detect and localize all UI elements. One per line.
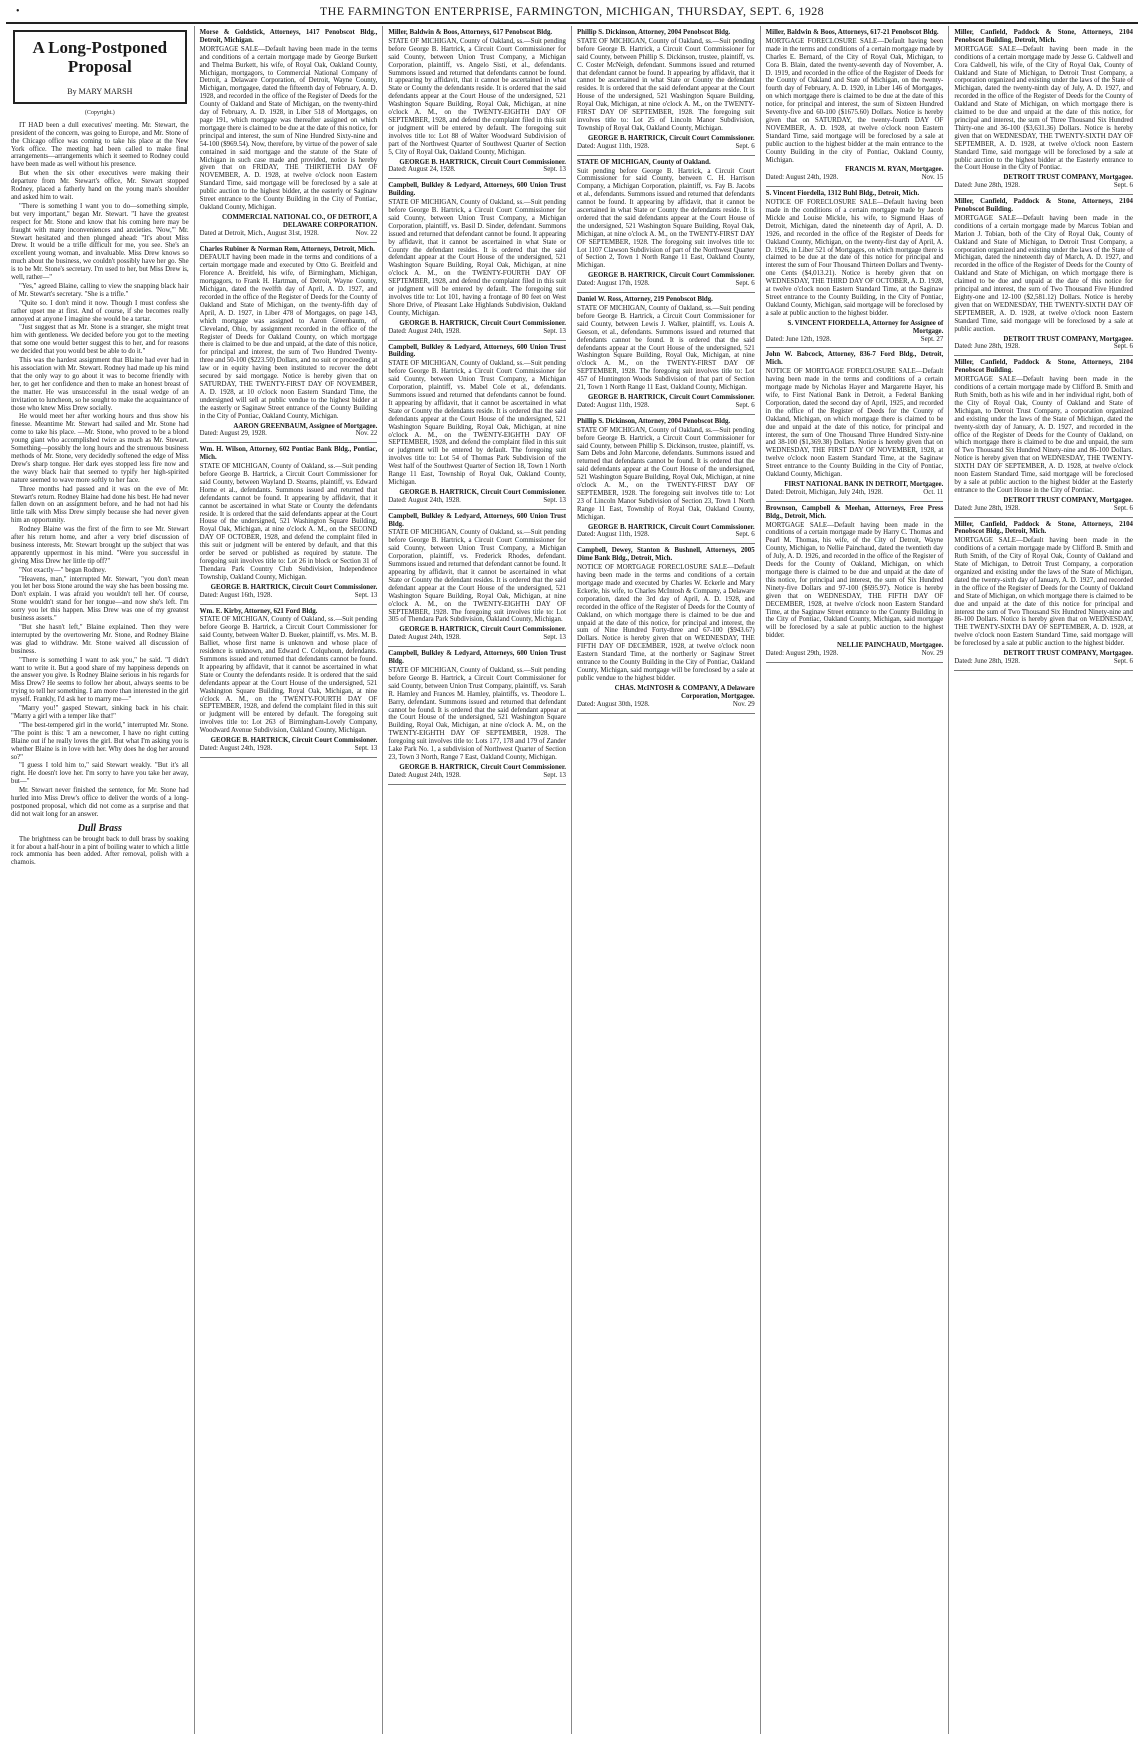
notice-signature: GEORGE B. HARTRICK, Circuit Court Commissioner. — [587, 272, 755, 280]
column-5 — [761, 26, 950, 1734]
legal-notice — [577, 544, 755, 713]
notice-header: John W. Babcock, Attorney, 836-7 Ford Bldg., Detroit, Mich. — [765, 351, 944, 367]
notice-date: Dated at Detroit, Mich., August 31st, 1928. — [199, 229, 319, 237]
story-paragraph: Rodney Blaine was the first of the firm to see Mr. Stewart after his return home, and after a very brief discussion of business interests, Mr. Stewart brought up the subject that was apparently uppermost in his mind. "Were you successful in giving Miss Drew her little tip off?" — [11, 526, 189, 565]
notice-run-date: Nov. 15 — [921, 174, 944, 182]
notice-date: Dated: August 11th, 1928. — [577, 531, 650, 539]
notice-date: Dated: August 24th, 1928. — [199, 744, 273, 752]
legal-notice — [766, 348, 944, 501]
story-headline-box — [13, 30, 187, 104]
filler-paragraph: The brightness can be brought back to dull brass by soaking it for about a half-hour in a pint of boiling water to which a little rock ammonia has been added. After removal, polish with a chamois. — [11, 835, 189, 867]
notice-header: Miller, Canfield, Paddock & Stone, Attorneys, 2104 Penobscot Building. — [954, 359, 1133, 375]
notice-footer — [577, 280, 755, 288]
notice-date: Dated: August 16th, 1928. — [199, 591, 273, 599]
notice-run-date: Nov. 22 — [355, 430, 378, 438]
notice-run-date: Sept. 13 — [543, 771, 566, 779]
legal-notice — [766, 26, 944, 187]
notice-header: Charles Rubiner & Norman Rem, Attorneys, Detroit, Mich. — [199, 245, 375, 253]
column-1 — [6, 26, 195, 1734]
notice-date: Dated: August 24, 1928. — [388, 166, 456, 174]
column-2 — [195, 26, 384, 1734]
column-3 — [383, 26, 572, 1734]
notice-header: S. Vincent Fiordella, 1312 Buhl Bldg., Detroit, Mich. — [765, 190, 920, 198]
notice-run-date: Sept. 6 — [735, 280, 755, 288]
notice-signature: GEORGE B. HARTRICK, Circuit Court Commissioner. — [210, 737, 378, 745]
notice-footer — [200, 592, 378, 600]
notice-header: Campbell, Bulkley & Ledyard, Attorneys, 600 Union Trust Building. — [388, 182, 566, 198]
notice-body: STATE OF MICHIGAN, County of Oakland, ss.—Suit pending before George B. Hartrick, a Circuit Court Commissioner for said County, between Union Trust Company, plaintiff, vs. Sarah R. Hamley and Frances M. Hamley, plaintiffs, vs. Theodore L. Barry, defendant. Summons issued and returned that defendant cannot be found. It is ordered that the said defendant appear at the Court House of the undersigned, 521 Washington Square Building, Royal Oak, Michigan, at nine o'clock A. M., on the TWENTY-EIGHTH DAY OF SEPTEMBER, 1928. The foregoing suit involves title to: Lots 177, 178 and 179 of Zander Lake Park No. 1, a subdivision of Northwest Quarter of Section 23, Town 3 North, Range 7 East, Oakland County, Michigan. — [388, 666, 566, 761]
story-body — [11, 122, 189, 819]
notice-signature: FRANCIS M. RYAN, Mortgagee. — [845, 166, 944, 174]
notice-signature: DETROIT TRUST COMPANY, Mortgagee. — [1003, 650, 1133, 658]
story-paragraph: "Marry you!" gasped Stewart, sinking back in his chair. "Marry a girl with a temper like that!" — [11, 705, 189, 720]
story-copyright: (Copyright.) — [84, 109, 115, 116]
notice-footer — [954, 343, 1133, 351]
legal-notice — [388, 510, 566, 648]
notice-date: Dated: June 12th, 1928. — [765, 335, 832, 343]
story-paragraph: "Quite so. I don't mind it now. Though I must confess she rather upset me at first. And of course, if she becomes really annoyed at anyone I imagine she would be a tartar. — [11, 299, 189, 323]
notice-header: Campbell, Bulkley & Ledyard, Attorneys, 600 Union Trust Bldg. — [388, 650, 566, 666]
column-6 — [949, 26, 1138, 1734]
notice-header: Miller, Canfield, Paddock & Stone, Attorneys, 2104 Penobscot Building, Detroit, Mich. — [954, 29, 1133, 44]
notice-body: STATE OF MICHIGAN, County of Oakland, ss.—Suit pending before George B. Hartrick, a Circuit Court Commissioner for said County, between Walter D. Bueker, plaintiff, vs. Mrs. M. B. Balliet, whose first name is unknown and whose place of residence is unknown, and Edward C. Colquhoun, defendants. Summons issued and returned that defendants cannot be found. It appearing by affidavit, that it cannot be ascertained in what State or County the defendants reside. It is ordered that the said defendants appear at the Court House of the undersigned, 521 Washington Square Building, Royal Oak, Michigan, at nine o'clock A. M., on the TWENTY-FOURTH DAY OF SEPTEMBER, 1928, and defend the complaint filed in this suit or judgment will be entered by default. The foregoing suit involves title to: Lot 263 of Birmingham-Lovely Company, Woodward Avenue Subdivision, Oakland County, Michigan. — [199, 616, 378, 735]
notice-signature: DETROIT TRUST COMPANY, Mortgagee. — [1003, 335, 1133, 343]
notice-body: STATE OF MICHIGAN, County of Oakland, ss.—Suit pending before George B. Hartrick, a Circuit Court Commissioner for said County, between Phillip S. Dickinson, trustee, plaintiff, vs. C. Coster McNeigh, defendant. Summons issued and returned that defendant cannot be found. It appearing by affidavit, that it cannot be ascertained in what State or County the defendant resides. It is ordered that the said defendant appear at the Court House of the undersigned, 521 Washington Square Building, Royal Oak, Michigan, at nine o'clock A. M., on the TWENTY-FIRST DAY OF SEPTEMBER, 1928. The foregoing suit involves title to: Lot 25 of Lincoln Manor Subdivision, Township of Royal Oak, Oakland County, Michigan. — [577, 37, 755, 132]
notice-header: Brownson, Campbell & Meehan, Attorneys, Free Press Bldg., Detroit, Mich. — [765, 504, 944, 520]
story-paragraph: "There is something I want to ask you," he said. "I didn't want to write it. But a good share of my happiness depends on the answer you give. Is Rodney Blaine serious in his regards for Miss Drew? He seems to follow her about, always seems to be trying to tell her something. I am more than interested in the girl myself. Frankly, I'd ask her to marry me—" — [11, 656, 189, 704]
notice-header: Morse & Goldstick, Attorneys, 1417 Penobscot Bldg., Detroit, Michigan. — [199, 29, 378, 44]
notice-body: MORTGAGE SALE—Default having been made in the conditions of a certain mortgage made by Jesse G. Caldwell and Cora Caldwell, his wife, of the City of Royal Oak, County of Oakland and State of Michigan, to Detroit Trust Company, a corporation organized and existing under the laws of the State of Michigan, dated the twenty-ninth day of July, A. D. 1927, and recorded in the office of the Register of Deeds for the County of Oakland and State of Michigan, on which mortgage there is claimed to be due and unpaid at the date of this notice, for principal and interest, the sum of Three Thousand Six Hundred Thirty-one and 36-100 ($3,631.36) Dollars. Notice is hereby given that on WEDNESDAY, THE TWENTY-SIXTH DAY OF SEPTEMBER, A. D. 1928, at twelve o'clock noon Eastern Standard Time, said mortgage will be foreclosed by a sale at public auction to the highest bidder at the Easterly entrance to the Court House in the City of Pontiac. — [954, 45, 1133, 172]
story-paragraph: "Not exactly—" began Rodney. — [19, 566, 107, 574]
notice-date: Dated: June 28th, 1928. — [954, 182, 1020, 190]
story-paragraph: "Yes," agreed Blaine, calling to view the snapping black hair of Mr. Stewart's secretary. "She is a trifle." — [11, 282, 189, 298]
story-title: A Long-Postponed Proposal — [32, 38, 168, 76]
notice-footer — [766, 650, 944, 658]
notice-footer — [200, 430, 378, 438]
notice-header: Miller, Baldwin & Boos, Attorneys, 617-21 Penobscot Bldg. — [765, 29, 939, 36]
notice-date: Dated: August 11th, 1928. — [577, 401, 650, 409]
notice-body: MORTGAGE FORECLOSURE SALE—Default having been made in the terms and conditions of a certain mortgage made by Charles E. Bernard, of the City of Royal Oak, Michigan, to Cora B. Blain, dated the twenty-seventh day of November, A. D. 1919, and recorded in the office of the Register of Deeds for the County of Oakland and State of Michigan, on the twenty-fourth day of February, A. D. 1920, in Liber 146 of Mortgages, on which mortgage there is claimed to be due at the date of this notice, for principal and interest, the sum of Sixteen Hundred Seventy-five and 60-100 ($1675.60) Dollars. Notice is hereby given that on SATURDAY, the twenty-fourth DAY OF NOVEMBER, A. D. 1928, at twelve o'clock noon Eastern Standard Time, said mortgage will be foreclosed by a sale at public auction to the highest bidder at the main entrance to the County Building in the city of Pontiac, Oakland County, Michigan. — [765, 37, 944, 164]
notice-body: STATE OF MICHIGAN, County of Oakland, ss.—Suit pending before George B. Hartrick, a Circuit Court Commissioner for said County, between Lewis J. Walker, plaintiff, vs. Louis A. Geeson, et al., defendants. Summons issued and returned that defendants cannot be found. It is ordered that the said defendants appear at the Court House of the undersigned, 521 Washington Square Building, Royal Oak, Michigan, at nine o'clock A. M., on the TWENTY-FIRST DAY OF SEPTEMBER, 1928. The foregoing suit involves title to: Lot 457 of Huntington Woods Subdivision of that part of Section 21, Town 1 North Range 11 East, Oakland County, Michigan. — [577, 305, 755, 392]
story-paragraph: "The best-tempered girl in the world," interrupted Mr. Stone. "The point is this: 'I am a newcomer, I have no right cutting Blaine out if he really loves the girl. But what I'm asking you is whether Blaine is in love with her. Why does he dog her around so?" — [11, 721, 189, 761]
legal-notice — [954, 356, 1133, 517]
notice-date: Dated: August 24th, 1928. — [388, 327, 461, 335]
notice-run-date: Sept. 6 — [1113, 657, 1133, 665]
notice-footer — [954, 182, 1133, 190]
notice-run-date: Oct. 11 — [923, 488, 944, 496]
notice-signature: GEORGE B. HARTRICK, Circuit Court Commissioner. — [587, 393, 755, 401]
masthead — [6, 0, 1138, 24]
notice-signature: GEORGE B. HARTRICK, Circuit Court Commissioner. — [587, 523, 755, 531]
notice-run-date: Sept. 13 — [354, 591, 378, 599]
notice-date: Dated: August 30th, 1928. — [577, 700, 650, 708]
notice-footer — [954, 658, 1133, 666]
notice-body: STATE OF MICHIGAN, County of Oakland, ss.—Suit pending before George B. Hartrick, a Circuit Court Commissioner for said County, between Union Trust Company, a Michigan Corporation, plaintiff, vs. Frederick Rhodes, defendant. Summons issued and returned that defendant cannot be found. It appearing by affidavit, that it cannot be ascertained in what State or County the defendant resides. It is ordered that the said defendant appear at the Court House of the undersigned, 521 Washington Square Building, Royal Oak, Michigan, at nine o'clock A. M., on the TWENTY-EIGHTH DAY OF SEPTEMBER, 1928. The foregoing suit involves title to: Lot 305 of Thendara Park Subdivision, Oakland County, Michigan. — [388, 529, 566, 624]
notice-date: Dated: August 24th, 1928. — [388, 634, 461, 642]
notice-header: Phillip S. Dickinson, Attorney, 2004 Penobscot Bldg. — [577, 29, 731, 36]
notice-body: DEFAULT having been made in the terms and conditions of a certain mortgage made and executed by Otto G. Breitfeld and Florence A. Breitfeld, his wife, of Birmingham, Michigan, mortgagors, to Frank H. Hartman, of Detroit, Wayne County, Michigan, dated the twelfth day of April, A. D. 1927, and recorded in the office of the Register of Deeds for the County of Oakland and State of Michigan, on the twenty-fifth day of April, A. D. 1927, in Liber 478 of Mortgages, on page 143, which mortgage was assigned to Aaron Greenbaum, of Cleveland, Ohio, by assignment recorded in the office of the Register of Deeds for Oakland County, on which mortgage there is claimed to be due and unpaid, at the date of this notice, for principal and interest, the sum of Two Hundred Twenty-three and 50-100 ($223.50) Dollars, and no suit or proceeding at law or in equity having been instituted to recover the debt secured by said mortgage. Notice is hereby given that on SATURDAY, THE TWENTY-FIRST DAY OF NOVEMBER, A. D. 1928, at 10 o'clock noon Eastern Standard Time, the undersigned will sell at public vendue to the highest bidder at the easterly or Saginaw Street entrance of the County Building in the City of Pontiac, Oakland County, Michigan. — [199, 254, 378, 420]
notice-body: MORTGAGE SALE—Default having been made in the conditions of a certain mortgage made by Harry C. Thomas and Pearl M. Thomas, his wife, of the City of Detroit, Wayne County, Michigan, to Nellie Painchaud, dated the twentieth day of July, A. D. 1926, and recorded in the office of the Register of Deeds for the County of Oakland, Michigan, on which mortgage there is claimed to be due and unpaid at the date of this notice, for principal and interest, the sum of Six Hundred Ninety-five Dollars and 97-100 ($695.97). Notice is hereby given that on WEDNESDAY, THE FIFTH DAY OF DECEMBER, 1928, at twelve o'clock noon Eastern Standard Time, at the Saginaw Street entrance to the County Building in the City of Pontiac, Oakland County, Michigan, said mortgage will be foreclosed by a sale at public auction to the highest bidder. — [765, 521, 944, 640]
notice-run-date: Sept. 6 — [735, 401, 755, 409]
notice-body: MORTGAGE SALE—Default having been made in the conditions of a certain mortgage made by Marcus Tobian and Marion J. Tobian, both of the City of Royal Oak, County of Oakland and State of Michigan, to Detroit Trust Company, a corporation organized and existing under the laws of the State of Michigan, dated the nineteenth day of March, A. D. 1927, and recorded in the office of the Register of Deeds for the County of Oakland and State of Michigan, on which mortgage there is claimed to be due and unpaid at the date of this notice for principal and interest, the sum of Two Thousand Five Hundred Eighty-one and 12-100 ($2,581.12) Dollars. Notice is hereby given that on WEDNESDAY, THE TWENTY-SIXTH DAY OF SEPTEMBER, A. D. 1928, at twelve o'clock noon Eastern Standard Time, said mortgage will be foreclosed by a sale at public auction. — [954, 214, 1133, 333]
legal-notice — [388, 179, 566, 340]
notice-date: Dated: August 17th, 1928. — [577, 280, 650, 288]
notice-header: Miller, Canfield, Paddock & Stone, Attorneys, 2104 Penobscot Building. — [954, 198, 1133, 214]
filler-headline: Dull Brass — [77, 822, 122, 834]
notice-footer — [766, 174, 944, 182]
notice-signature: GEORGE B. HARTRICK, Circuit Court Commissioner. — [399, 488, 566, 496]
notice-body: STATE OF MICHIGAN, County of Oakland, ss.—Suit pending before George B. Hartrick, a Circuit Court Commissioner for said County, between Wayland D. Stearns, plaintiff, vs. Edward Horne et al., defendants. Summons issued and returned that defendants cannot be found. It appearing by affidavit, that it cannot be ascertained in what State or County the defendants reside. It is ordered that the said defendants appear at the Court House of the undersigned, 521 Washington Square Building, Royal Oak, Michigan, at nine o'clock A. M., on the SECOND DAY OF OCTOBER, 1928, and defend the complaint filed in this suit or judgment will be entered by default, and that this order be served or published as required by statute. The foregoing suit involves title to: Lot 26 in block or Section 31 of Thendara Park Country Club Subdivision, Independence Township, Oakland County, Michigan. — [199, 463, 378, 581]
notice-footer — [388, 328, 566, 336]
legal-notice — [388, 341, 566, 510]
legal-notice — [954, 518, 1133, 671]
notice-run-date: Sept. 6 — [1113, 182, 1133, 190]
masthead-title: THE FARMINGTON ENTERPRISE, FARMINGTON, MICHIGAN, THURSDAY, SEPT. 6, 1928 — [319, 3, 825, 18]
story-paragraph: But when the six other executives were making their departure from Mr. Stewart's office, Mr. Stewart stopped Rodney, placed a fatherly hand on the young man's shoulder and asked him to wait. — [11, 170, 189, 201]
notice-date: Dated: June 28th, 1928. — [954, 343, 1020, 351]
notice-footer — [388, 634, 566, 642]
notice-body: STATE OF MICHIGAN, County of Oakland, ss.—Suit pending before George B. Hartrick, a Circuit Court Commissioner for said County, between Union Trust Company, a Michigan Corporation, plaintiff, vs. Angelo Sisti, et al., defendants. Summons issued and returned that defendants cannot be found. It appearing by affidavit, that it cannot be ascertained in what State or County the defendants reside. It is ordered that the said defendants appear at the Court House of the undersigned, 521 Washington Square Building, Royal Oak, Michigan, at nine o'clock A. M., on the TWENTY-EIGHTH DAY OF SEPTEMBER, 1928, and defend the complaint filed in this suit or judgment will be entered by default. The foregoing suit involves title to: Lot 88 of Walter Woodward Subdivision of part of the Northwest Quarter of Southwest Quarter of Section 5, City of Royal Oak, Oakland County, Michigan. — [388, 37, 566, 156]
notice-run-date: Sept. 6 — [735, 142, 755, 150]
notice-footer — [577, 402, 755, 410]
notice-header: Miller, Baldwin & Boos, Attorneys, 617 Penobscot Bldg. — [388, 29, 553, 36]
notice-signature: GEORGE B. HARTRICK, Circuit Court Commissioner. — [399, 158, 566, 166]
story-paragraph: "But she hasn't left," Blaine explained. Then they were interrupted by the overtowering Mr. Stone, and Rodney Blaine was glad to withdraw. Mr. Stone waived all discussion of business. — [11, 624, 189, 655]
notice-footer — [577, 531, 755, 539]
notice-signature: GEORGE B. HARTRICK, Circuit Court Commissioner. — [399, 626, 566, 634]
notice-footer — [954, 505, 1133, 513]
notice-run-date: Nov. 22 — [355, 229, 378, 237]
notice-run-date: Sept. 6 — [735, 531, 755, 539]
notice-body: STATE OF MICHIGAN, County of Oakland, ss.—Suit pending before George B. Hartrick, a Circuit Court Commissioner for said County, between Union Trust Company, a Michigan Corporation, plaintiff, vs. Mabel Cole et al., defendants. Summons issued and returned that defendants cannot be found. It appearing by affidavit, that it cannot be ascertained in what State or County the defendants reside. It is ordered that the said defendants appear at the Court House of the undersigned, 521 Washington Square Building, Royal Oak, Michigan, at nine o'clock A. M., on the TWENTY-EIGHTH DAY OF SEPTEMBER, 1928, and defend the complaint filed in this suit or judgment will be entered by default. The foregoing suit involves title to: Lot 54 of Thomas Park Subdivision of the West half of the Southwest Quarter of Section 18, Town 1 North Range 11 East, Township of Royal Oak, Oakland County, Michigan. — [388, 360, 566, 486]
notice-footer — [200, 745, 378, 753]
notice-signature: GEORGE B. HARTRICK, Circuit Court Commissioner. — [210, 583, 378, 591]
story-paragraph: "Just suggest that as Mr. Stone is a stranger, she might treat him with gentleness. We decided before you got to the meeting that some one would better suggest this to her, and for reasons we decided that you would best be able to do it." — [11, 324, 189, 356]
legal-notice — [954, 195, 1133, 356]
notice-date: Dated: August 29, 1928. — [199, 430, 267, 438]
notice-signature: GEORGE B. HARTRICK, Circuit Court Commissioner. — [587, 134, 755, 142]
filler-body — [11, 836, 189, 868]
story-byline: By MARY MARSH — [67, 87, 133, 96]
legal-notice — [388, 26, 566, 179]
notice-body: Suit pending before George B. Hartrick, a Circuit Court Commissioner for said County, between C. H. Harrison Company, a Michigan Corporation, plaintiff, vs. Fay B. Jacobs et al., defendants. Summons issued and returned that defendants cannot be found. It appearing by affidavit, that it cannot be ascertained in what State or County the defendants reside. It is ordered that the said defendants appear at the Court House of the undersigned, 521 Washington Square Building, Royal Oak, Michigan, at nine o'clock A. M., on the TWENTY-FIRST DAY OF SEPTEMBER, 1928. The foregoing suit involves title to: Lot 1107 Clawson Subdivision of part of the Northwest Quarter of Section 2, Town 1 North Range 11 East, Oakland County, Michigan. — [577, 167, 755, 270]
notice-header: Wm. H. Wilson, Attorney, 602 Pontiac Bank Bldg., Pontiac, Mich. — [199, 446, 378, 462]
notice-signature: S. VINCENT FIORDELLA, Attorney for Assignee of Mortgage. — [787, 319, 944, 335]
legal-notice — [954, 26, 1133, 195]
notice-signature: NELLIE PAINCHAUD, Mortgagee. — [837, 642, 944, 650]
notice-signature: FIRST NATIONAL BANK IN DETROIT, Mortgagee. — [784, 480, 944, 488]
notice-footer — [577, 143, 755, 151]
legal-notice — [766, 502, 944, 663]
notice-footer — [766, 336, 944, 344]
legal-notice — [200, 26, 378, 243]
notice-header: Campbell, Bulkley & Ledyard, Attorneys, 600 Union Trust Bldg. — [388, 512, 566, 528]
story-paragraph: "Heavens, man," interrupted Mr. Stewart, "you don't mean you let her boss Stone around the way she has been bossing me. Don't explain. I was afraid you wouldn't tell her. Of course, Stone wouldn't stand for her tongue—and now she's left. I'm sorry you let this happen. Miss Drew was one of my greatest business assets." — [11, 575, 189, 623]
legal-notice — [766, 187, 944, 348]
notice-body: NOTICE OF MORTGAGE FORECLOSURE SALE—Default having been made in the terms and conditions of a certain mortgage made by Nicholas Hayer and Margarette Hayer, his wife, to First National Bank in Detroit, a Federal Banking Corporation, dated the second day of April, 1925, and recorded in the office of the Register of Deeds for the County of Oakland, Michigan, on which mortgage there is claimed to be due and unpaid at the date of this notice, for principal and interest, the sum of One Thousand Three Hundred Sixty-nine and 38-100 ($1,369.38) Dollars. Notice is hereby given that on WEDNESDAY, THE FIRST DAY OF NOVEMBER, 1928, at twelve o'clock noon Eastern Standard Time, at the Saginaw Street entrance to the County Building in the City of Pontiac, Oakland County, Michigan. — [765, 368, 944, 479]
story-paragraph: "I guess I told him to," said Stewart weakly. "But it's all right. He doesn't love her. I'm sorry to have you take her away, but—" — [11, 762, 189, 786]
notice-footer — [388, 772, 566, 780]
legal-notice — [200, 605, 378, 758]
notice-header: Wm. E. Kirby, Attorney, 621 Ford Bldg. — [199, 607, 318, 615]
notice-body: MORTGAGE SALE—Default having been made in the conditions of a certain mortgage made by Clifford B. Smith and Ruth Smith, both as his wife and in her individual right, both of the City of Royal Oak, County of Oakland and State of Michigan, to Detroit Trust Company, a corporation organized and existing under the laws of the State of Michigan, dated the twenty-sixth day of January, A. D. 1927, and recorded in the office of the Register of Deeds for the County of Oakland, on which mortgage there is claimed to be due and unpaid, the sum of Two Thousand Six Hundred Ninety-nine and 86-100 Dollars. Notice is hereby given that on WEDNESDAY, THE TWENTY-SIXTH DAY OF SEPTEMBER, A. D. 1928, at twelve o'clock noon Eastern Standard Time, said mortgage will be foreclosed by a sale at public auction to the highest bidder at the Easterly entrance to the Court House in the City of Pontiac. — [954, 376, 1133, 494]
notice-footer — [200, 230, 378, 238]
story-paragraph: Mr. Stewart never finished the sentence, for Mr. Stone had hurled into Miss Drew's office to deliver the words of a long-postponed proposal, which did not come as a surprise and that did not wait long for an answer. — [11, 787, 189, 818]
notice-body: NOTICE OF FORECLOSURE SALE—Default having been made in the conditions of a certain mortgage made by Jacob Mickle and Louise Mickle, his wife, to Sigmund Haas of Detroit, Michigan, dated the nineteenth day of April, A. D. 1926, and recorded in the office of the Register of Deeds for Oakland County, Michigan, on the twenty-first day of April, A. D. 1926, in Liber 521 of Mortgages, on which mortgage there is claimed to be due at the date of this notice for principal and interest the sum of Four Thousand Thirteen Dollars and Twenty-one Cents ($4,013.21). Notice is hereby given that on WEDNESDAY, THE THIRD DAY OF OCTOBER, A. D. 1928, at twelve o'clock noon Eastern Standard Time, at the Saginaw Street entrance to the County Building, in the City of Pontiac, Oakland County, Michigan, said mortgage will be foreclosed by a sale at public auction to the highest bidder. — [765, 199, 944, 317]
notice-date: Dated: August 24th, 1928. — [388, 771, 461, 779]
notice-signature: DETROIT TRUST COMPANY, Mortgagee. — [1003, 496, 1133, 504]
notice-run-date: Sept. 13 — [543, 166, 566, 174]
notice-body: NOTICE OF MORTGAGE FORECLOSURE SALE—Default having been made in the terms and conditions of a certain mortgage made and executed by Charles W. Eckerle and Mary Eckerle, his wife, to Charles McIntosh & Company, a Delaware corporation, dated the 3rd day of April, A. D. 1928, and recorded in the office of the Register of Deeds for the County of Oakland, on which mortgage there is claimed to be due and unpaid at the date of this notice, for principal and interest, the sum of Nine Hundred Forty-three and 67-100 ($943.67) Dollars. Notice is hereby given that on WEDNESDAY, THE FIFTH DAY OF DECEMBER, 1928, at twelve o'clock noon Eastern Standard Time, at the northerly or Saginaw Street entrance to the County Building in the City of Pontiac, Oakland County, Michigan, said mortgage will be foreclosed by a sale at public vendue to the highest bidder. — [577, 564, 755, 682]
notice-body: STATE OF MICHIGAN, County of Oakland, ss.—Suit pending before George B. Hartrick, a Circuit Court Commissioner for said County, between Union Trust Company, a Michigan Corporation, plaintiff, vs. Basil D. Sinder, defendant. Summons issued and returned that defendant cannot be found. It appearing by affidavit, that it cannot be ascertained in what State or County the defendant resides. It is ordered that the said defendant appear at the Court House of the undersigned, 521 Washington Square Building, Royal Oak, Michigan, at nine o'clock A. M., on the TWENTY-FOURTH DAY OF SEPTEMBER, 1928, and defend the complaint filed in this suit or judgment will be entered by default. The foregoing suit involves title to: Lot 101, having a frontage of 80 feet on West Shore Drive, of Pleasant Lake Highlands Subdivision, Oakland County, Michigan. — [388, 199, 566, 317]
notice-body: MORTGAGE SALE—Default having been made in the terms and conditions of a certain mortgage made by George Burkett and Thelma Burkett, his wife, of Royal Oak, Oakland County, Michigan, mortgagors, to Commercial National Company of Detroit, a Delaware Corporation, of Detroit, Wayne County, Michigan, mortgagee, dated the fifteenth day of February, A. D. 1928, and recorded in the office of the Register of Deeds for the County of Oakland and State of Michigan, on the twenty-third day of February, A. D. 1928, in Liber 518 of Mortgages, on page 191, which mortgage was thereafter assigned on which mortgage there is claimed to be due at the date of this notice, for principal and interest, the sum of Nine Hundred Sixty-nine and 54-100 ($969.54). Now, therefore, by virtue of the power of sale contained in said mortgage and the statute of the State of Michigan in such case made and provided, notice is hereby given that on FRIDAY, THE THIRTIETH DAY OF NOVEMBER, A. D. 1928, at twelve o'clock noon Eastern Standard Time, said mortgage will be foreclosed by a sale at public auction to the highest bidder, at the easterly or Saginaw Street entrance to the County Building in the City of Pontiac, Oakland County, Michigan. — [199, 45, 378, 211]
notice-run-date: Sept. 13 — [354, 744, 378, 752]
notice-body: STATE OF MICHIGAN, County of Oakland, ss.—Suit pending before George B. Hartrick, a Circuit Court Commissioner for said County, between Phillip S. Dickinson, trustee, plaintiff, vs. Sam Debs and John Marcone, defendants. Summons issued and returned that defendants cannot be found. It is ordered that the said defendants appear at the Court House of the undersigned, 521 Washington Square Building, Royal Oak, Michigan, at nine o'clock A. M., on the TWENTY-FIRST DAY OF SEPTEMBER, 1928. The foregoing suit involves title to: Lot 23 of Lincoln Manor Subdivision of Section 23, Town 1 North Range 11 East, Township of Royal Oak, Oakland County, Michigan. — [577, 426, 755, 521]
notice-date: Dated: August 11th, 1928. — [577, 142, 650, 150]
notice-date: Dated: Detroit, Michigan, July 24th, 1928. — [765, 488, 883, 496]
notice-header: Miller, Canfield, Paddock & Stone, Attorneys, 2104 Penobscot Bldg., Detroit, Mich. — [954, 520, 1133, 536]
notice-signature: AARON GREENBAUM, Assignee of Mortgagee. — [233, 422, 378, 430]
notice-footer — [766, 489, 944, 497]
notice-date: Dated: August 24th, 1928. — [765, 174, 839, 182]
story-paragraph: He would meet her after working hours and thus show his finesse. Meantime Mr. Stewart had sailed and Mr. Stone had come to take his place. —Mr. Stone, who proved to be a blond young giant who accomplished twice as much as Mr. Stewart. Something—possibly the long hours and the strenuous business methods of Mr. Stone, very decidedly softened the edge of Miss Drew's sharp tongue. Her dark eyes stopped less fire now and the wavy black hair that seemed to typify her high-spirited nature seemed to wave more softly to her face. — [11, 413, 189, 484]
notice-date: Dated: August 29th, 1928. — [765, 650, 839, 658]
story-paragraph: "There is something I want you to do—something simple, but very important," began Mr. Stewart. "I have the greatest respect for Mr. Stone and know that his coming here may be fraught with many inconveniences and anxieties. 'Now,'" Mr. Stewart hesitated and then plunged ahead: "It's about Miss Drew. It would be a trifle difficult for me, you see. She's an excellent young woman, and invaluable. Miss Drew knows so much about the business, we couldn't possibly have her go. She is to be Mr. Stone's secretary. I'm used to her, but Miss Drew is, well, rather—" — [11, 202, 189, 282]
notice-footer — [388, 497, 566, 505]
notice-run-date: Sept. 13 — [543, 634, 566, 642]
legal-notice — [388, 647, 566, 785]
column-4 — [572, 26, 761, 1734]
notice-signature: DETROIT TRUST COMPANY, Mortgagee. — [1003, 174, 1133, 182]
notice-footer — [388, 166, 566, 174]
notice-date: Dated: August 24th, 1928. — [388, 496, 461, 504]
notice-body: MORTGAGE SALE—Default having been made in the conditions of a certain mortgage made by Clifford B. Smith and Ruth Smith, of the City of Royal Oak, County of Oakland and State of Michigan, to Detroit Trust Company, a corporation organized and existing under the laws of the State of Michigan, dated the twenty-sixth day of January, A. D. 1927, and recorded in the office of the Register of Deeds for the County of Oakland and State of Michigan, on which mortgage there is claimed to be due and unpaid at the date of this notice for principal and interest the sum of Two Thousand Six Hundred Ninety-nine and 86-100 Dollars. Notice is hereby given that on WEDNESDAY, THE TWENTY-SIXTH DAY OF SEPTEMBER, A. D. 1928, at twelve o'clock noon Eastern Standard Time, said mortgage will be foreclosed by a sale at public auction to the highest bidder. — [954, 537, 1133, 648]
notice-run-date: Sept. 13 — [543, 327, 566, 335]
story-paragraph: IT HAD been a dull executives' meeting. Mr. Stewart, the president of the concern, was going to Europe, and Mr. Stone of the Chicago office was coming to take his place at the New York office. The meeting had been called to make final arrangements—arrangements which it seemed to Rodney could have been made as well without his presence. — [11, 121, 189, 169]
notice-signature: GEORGE B. HARTRICK, Circuit Court Commissioner. — [399, 319, 566, 327]
notice-header: Daniel W. Ross, Attorney, 219 Penobscot Bldg. — [577, 296, 713, 304]
notice-header: Campbell, Dewey, Stanton & Bushnell, Attorneys, 2005 Dime Bank Bldg., Detroit, Mich. — [577, 547, 755, 563]
notice-header: Phillip S. Dickinson, Attorney, 2004 Penobscot Bldg. — [577, 417, 731, 425]
legal-notice — [577, 415, 755, 545]
notice-date: Dated: June 28th, 1928. — [954, 657, 1020, 665]
legal-notice — [200, 443, 378, 604]
legal-notice — [200, 243, 378, 444]
legal-notice — [577, 156, 755, 294]
corner-mark: • — [16, 6, 20, 17]
notice-run-date: Sept. 13 — [543, 496, 566, 504]
legal-notice — [577, 26, 755, 156]
notice-date: Dated: June 28th, 1928. — [954, 504, 1020, 512]
notice-header: STATE OF MICHIGAN, County of Oakland. — [577, 158, 711, 166]
notice-run-date: Sept. 6 — [1113, 504, 1133, 512]
notice-run-date: Nov. 29 — [732, 700, 755, 708]
notice-signature: COMMERCIAL NATIONAL CO., OF DETROIT, A DELAWARE CORPORATION. — [222, 213, 378, 229]
notice-run-date: Sept. 27 — [920, 335, 944, 343]
notice-run-date: Nov. 29 — [921, 650, 944, 658]
notice-signature: CHAS. McINTOSH & COMPANY, A Delaware Corporation, Mortgagee. — [614, 684, 755, 700]
notice-signature: GEORGE B. HARTRICK, Circuit Court Commissioner. — [399, 763, 566, 771]
page-columns — [6, 26, 1138, 1734]
story-paragraph: This was the hardest assignment that Blaine had ever had in his association with Mr. Stewart. Rodney had made up his mind that the only way to go about it was to become friendly with her, to get her confidence and then to make an honest breast of the matter. He was unsuccessful in the usual wedge of an invitation to luncheon, so he sought to make the acquaintance of those who knew Miss Drew socially. — [11, 357, 189, 412]
notice-run-date: Sept. 6 — [1113, 343, 1133, 351]
story-paragraph: Three months had passed and it was on the eve of Mr. Stewart's return. Rodney Blaine had done his best. He had never fallen down on an assignment before, and he had not had his little talk with Miss Drew simply because she had never given him an opportunity. — [11, 485, 189, 525]
legal-notice — [577, 293, 755, 415]
notice-header: Campbell, Bulkley & Ledyard, Attorneys, 600 Union Trust Building. — [388, 343, 566, 359]
notice-footer — [577, 701, 755, 709]
